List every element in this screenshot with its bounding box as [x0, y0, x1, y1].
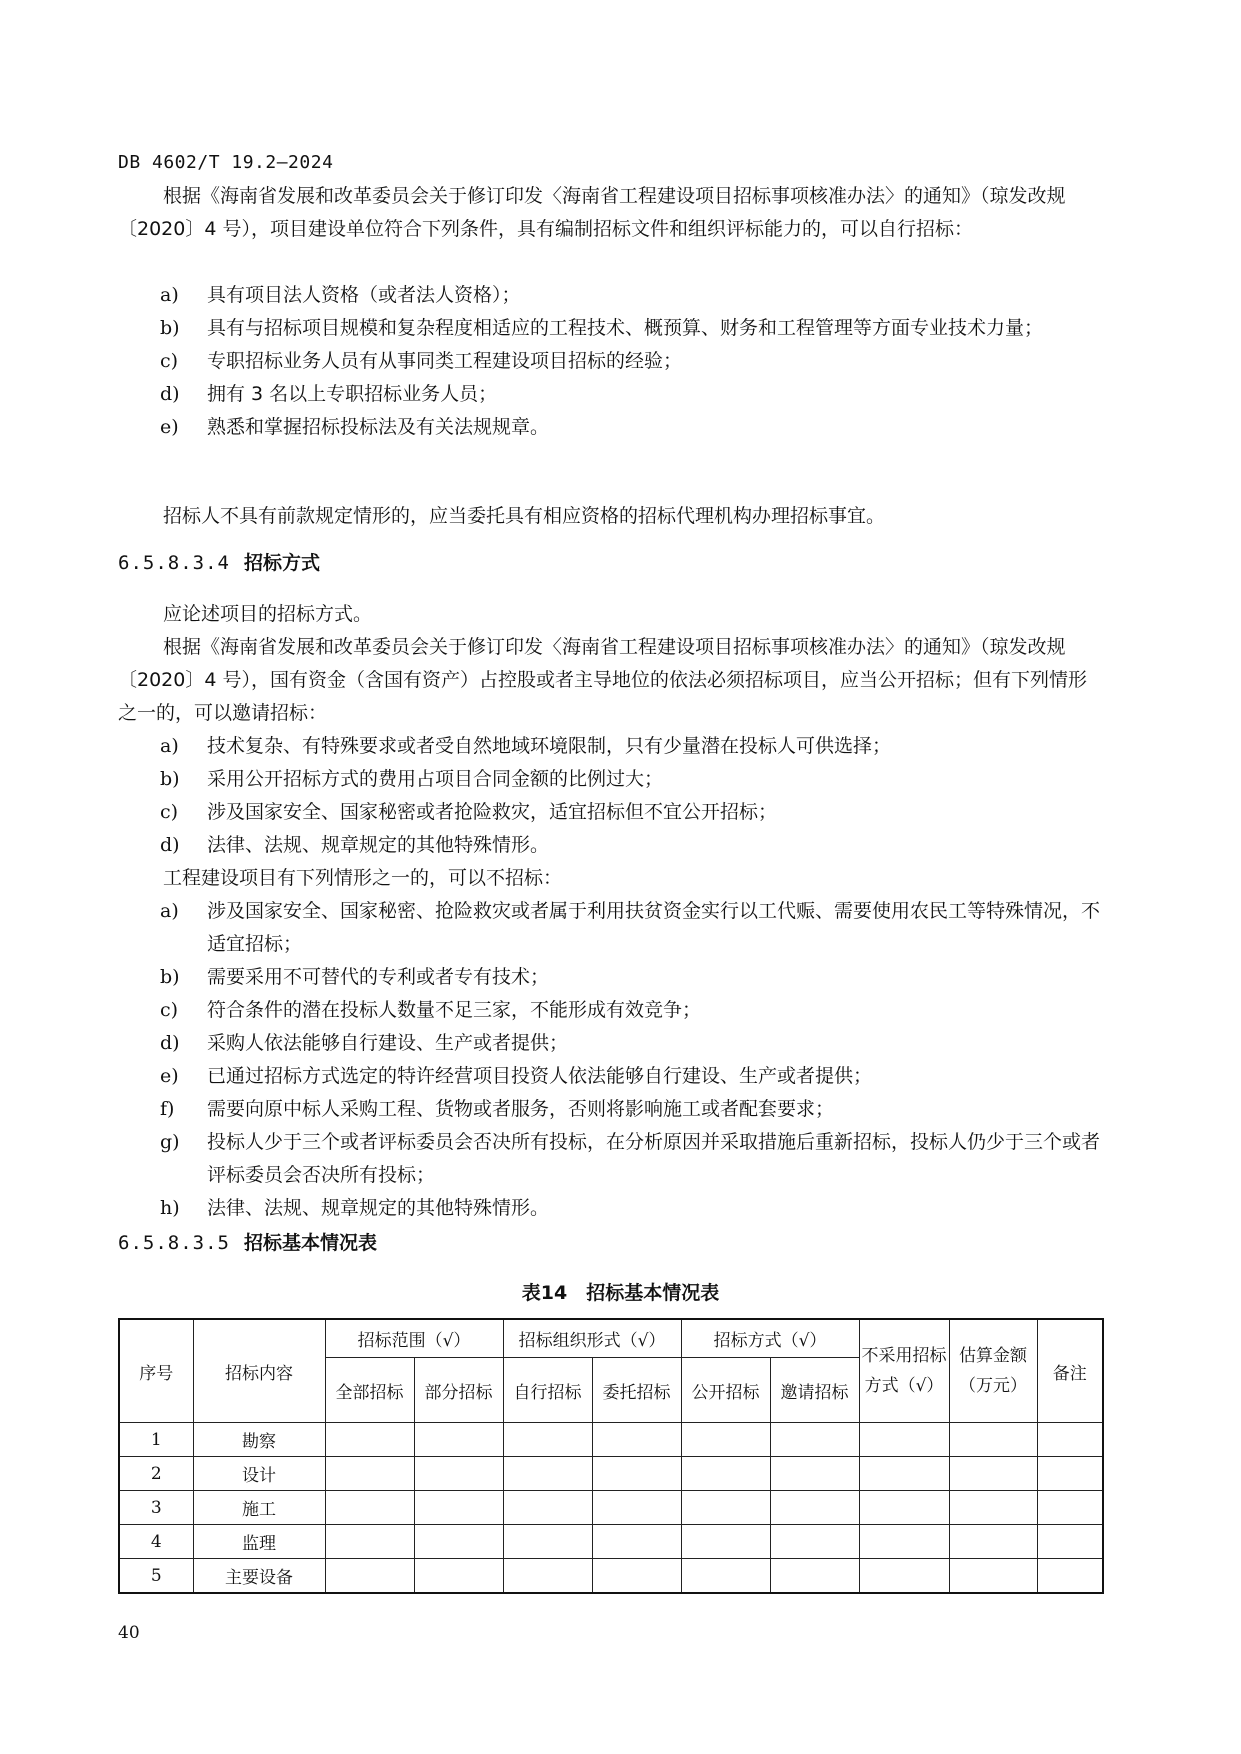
heading-number: 6.5.8.3.4	[118, 552, 230, 574]
cell-empty	[949, 1559, 1037, 1594]
header-no-tender: 不采用招标方式（√）	[859, 1319, 949, 1423]
cell-empty	[325, 1525, 414, 1559]
cell-empty	[770, 1423, 859, 1457]
table-row	[119, 1559, 1103, 1594]
cell-empty	[592, 1491, 681, 1525]
cell-empty	[681, 1491, 770, 1525]
list-marker: g)	[160, 1131, 180, 1153]
list-marker: a)	[160, 284, 179, 306]
list-marker: d)	[160, 1032, 180, 1054]
cell-empty	[770, 1457, 859, 1491]
cell-empty	[859, 1525, 949, 1559]
list-item	[160, 378, 1105, 411]
list-marker: a)	[160, 900, 179, 922]
list-text: 需要向原中标人采购工程、货物或者服务，否则将影响施工或者配套要求；	[207, 1098, 835, 1120]
list-marker: b)	[160, 317, 180, 339]
table-row	[119, 1423, 1103, 1457]
list-item	[160, 829, 1105, 862]
document-code: DB 4602/T 19.2—2024	[118, 152, 334, 173]
header-remark: 备注	[1037, 1319, 1103, 1423]
list-item	[160, 1027, 1105, 1060]
cell-content: 主要设备	[193, 1559, 325, 1594]
list-text: 采用公开招标方式的费用占项目合同金额的比例过大；	[207, 768, 664, 790]
cell-empty	[414, 1423, 503, 1457]
list-item	[160, 345, 1105, 378]
cell-index: 3	[119, 1491, 193, 1525]
header-content: 招标内容	[193, 1319, 325, 1423]
list-marker: b)	[160, 768, 180, 790]
cell-empty	[859, 1457, 949, 1491]
cell-empty	[503, 1491, 592, 1525]
list-item	[160, 796, 1105, 829]
list-text: 法律、法规、规章规定的其他特殊情形。	[207, 1197, 550, 1219]
cell-empty	[325, 1423, 414, 1457]
list-text: 已通过招标方式选定的特许经营项目投资人依法能够自行建设、生产或者提供；	[207, 1065, 873, 1087]
header-org-entrust: 委托招标	[592, 1358, 681, 1423]
cell-empty	[949, 1423, 1037, 1457]
list-text: 法律、法规、规章规定的其他特殊情形。	[207, 834, 550, 856]
header-scope-part: 部分招标	[414, 1358, 503, 1423]
header-org: 招标组织形式（√）	[503, 1319, 681, 1358]
list-item	[160, 1192, 1105, 1225]
cell-empty	[859, 1559, 949, 1594]
list-item	[160, 961, 1105, 994]
list-marker: e)	[160, 1065, 179, 1087]
cell-empty	[681, 1423, 770, 1457]
header-org-self: 自行招标	[503, 1358, 592, 1423]
list-item	[160, 1060, 1105, 1093]
list-text: 涉及国家安全、国家秘密或者抢险救灾，适宜招标但不宜公开招标；	[207, 801, 778, 823]
cell-empty	[1037, 1559, 1103, 1594]
cell-content: 勘察	[193, 1423, 325, 1457]
cell-empty	[1037, 1525, 1103, 1559]
table-row	[119, 1457, 1103, 1491]
cell-empty	[325, 1491, 414, 1525]
section1-closing: 招标人不具有前款规定情形的，应当委托具有相应资格的招标代理机构办理招标事宜。	[163, 505, 886, 527]
cell-index: 4	[119, 1525, 193, 1559]
cell-empty	[503, 1423, 592, 1457]
cell-empty	[770, 1491, 859, 1525]
list-marker: h)	[160, 1197, 180, 1219]
cell-empty	[592, 1525, 681, 1559]
list-text: 技术复杂、有特殊要求或者受自然地域环境限制，只有少量潜在投标人可供选择；	[207, 735, 892, 757]
section-heading-6-5-8-3-5	[118, 1228, 377, 1255]
cell-content: 设计	[193, 1457, 325, 1491]
header-method: 招标方式（√）	[681, 1319, 859, 1358]
cell-empty	[681, 1559, 770, 1594]
cell-empty	[1037, 1491, 1103, 1525]
cell-empty	[592, 1559, 681, 1594]
page-number: 40	[118, 1623, 140, 1643]
list-text: 采购人依法能够自行建设、生产或者提供；	[207, 1032, 569, 1054]
cell-index: 5	[119, 1559, 193, 1594]
cell-empty	[414, 1491, 503, 1525]
cell-index: 2	[119, 1457, 193, 1491]
section2-p3: 工程建设项目有下列情形之一的，可以不招标：	[163, 867, 563, 889]
list-text: 具有与招标项目规模和复杂程度相适应的工程技术、概预算、财务和工程管理等方面专业技术力量；	[207, 317, 1044, 339]
cell-empty	[503, 1457, 592, 1491]
section1-intro: 根据《海南省发展和改革委员会关于修订印发〈海南省工程建设项目招标事项核准办法〉的通知》（琼发改规〔2020〕4 号），项目建设单位符合下列条件，具有编制招标文件和组织评标能力的，可以自行招标：	[118, 185, 1066, 240]
list-item	[160, 312, 1105, 345]
tender-summary-table	[118, 1318, 1104, 1594]
heading-number: 6.5.8.3.5	[118, 1232, 230, 1254]
header-estimate: 估算金额（万元）	[949, 1319, 1037, 1423]
header-index: 序号	[119, 1319, 193, 1423]
cell-empty	[414, 1457, 503, 1491]
section1-list	[160, 279, 1105, 444]
list-marker: c)	[160, 999, 179, 1021]
heading-title: 招标方式	[243, 552, 320, 574]
list-marker: d)	[160, 834, 180, 856]
table-row	[119, 1491, 1103, 1525]
cell-empty	[414, 1559, 503, 1594]
cell-empty	[325, 1559, 414, 1594]
cell-empty	[681, 1525, 770, 1559]
cell-empty	[503, 1525, 592, 1559]
cell-index: 1	[119, 1423, 193, 1457]
section2-p2: 根据《海南省发展和改革委员会关于修订印发〈海南省工程建设项目招标事项核准办法〉的通知》（琼发改规〔2020〕4 号），国有资金（含国有资产）占控股或者主导地位的依法必须招标项目，应当公开招标；但有下列情形之一的，可以邀请招标：	[118, 636, 1087, 724]
list-text: 需要采用不可替代的专利或者专有技术；	[207, 966, 550, 988]
list-item	[160, 895, 1105, 961]
list-item	[160, 279, 1105, 312]
list-text: 拥有 3 名以上专职招标业务人员；	[207, 383, 498, 405]
cell-empty	[770, 1559, 859, 1594]
list-text: 具有项目法人资格（或者法人资格）；	[207, 284, 521, 306]
list-item	[160, 411, 1105, 444]
section2-list	[160, 730, 1105, 862]
cell-empty	[1037, 1423, 1103, 1457]
cell-content: 监理	[193, 1525, 325, 1559]
cell-content: 施工	[193, 1491, 325, 1525]
cell-empty	[859, 1423, 949, 1457]
cell-empty	[770, 1525, 859, 1559]
list-marker: d)	[160, 383, 180, 405]
list-text: 熟悉和掌握招标投标法及有关法规规章。	[207, 416, 550, 438]
list-text: 投标人少于三个或者评标委员会否决所有投标，在分析原因并采取措施后重新招标，投标人仍少于三个或者评标委员会否决所有投标；	[207, 1131, 1101, 1186]
cell-empty	[414, 1525, 503, 1559]
cell-empty	[949, 1491, 1037, 1525]
section-heading-6-5-8-3-4	[118, 548, 320, 575]
list-text: 涉及国家安全、国家秘密、抢险救灾或者属于利用扶贫资金实行以工代赈、需要使用农民工等特殊情况，不适宜招标；	[207, 900, 1101, 955]
cell-empty	[1037, 1457, 1103, 1491]
list-item	[160, 1126, 1105, 1192]
table-row	[119, 1525, 1103, 1559]
list-text: 专职招标业务人员有从事同类工程建设项目招标的经验；	[207, 350, 683, 372]
section2-list2	[160, 895, 1105, 1225]
list-marker: c)	[160, 350, 179, 372]
cell-empty	[592, 1423, 681, 1457]
list-marker: f)	[160, 1098, 175, 1120]
header-method-open: 公开招标	[681, 1358, 770, 1423]
list-item	[160, 763, 1105, 796]
list-marker: c)	[160, 801, 179, 823]
cell-empty	[503, 1559, 592, 1594]
section2-p1: 应论述项目的招标方式。	[163, 603, 373, 625]
cell-empty	[859, 1491, 949, 1525]
header-method-invite: 邀请招标	[770, 1358, 859, 1423]
cell-empty	[681, 1457, 770, 1491]
heading-title: 招标基本情况表	[243, 1232, 377, 1254]
header-scope-full: 全部招标	[325, 1358, 414, 1423]
table-caption: 表14 招标基本情况表	[521, 1282, 720, 1304]
cell-empty	[949, 1457, 1037, 1491]
list-marker: b)	[160, 966, 180, 988]
list-marker: a)	[160, 735, 179, 757]
header-scope: 招标范围（√）	[325, 1319, 503, 1358]
list-marker: e)	[160, 416, 179, 438]
list-item	[160, 994, 1105, 1027]
list-item	[160, 1093, 1105, 1126]
list-item	[160, 730, 1105, 763]
cell-empty	[592, 1457, 681, 1491]
cell-empty	[325, 1457, 414, 1491]
cell-empty	[949, 1525, 1037, 1559]
list-text: 符合条件的潜在投标人数量不足三家，不能形成有效竞争；	[207, 999, 702, 1021]
